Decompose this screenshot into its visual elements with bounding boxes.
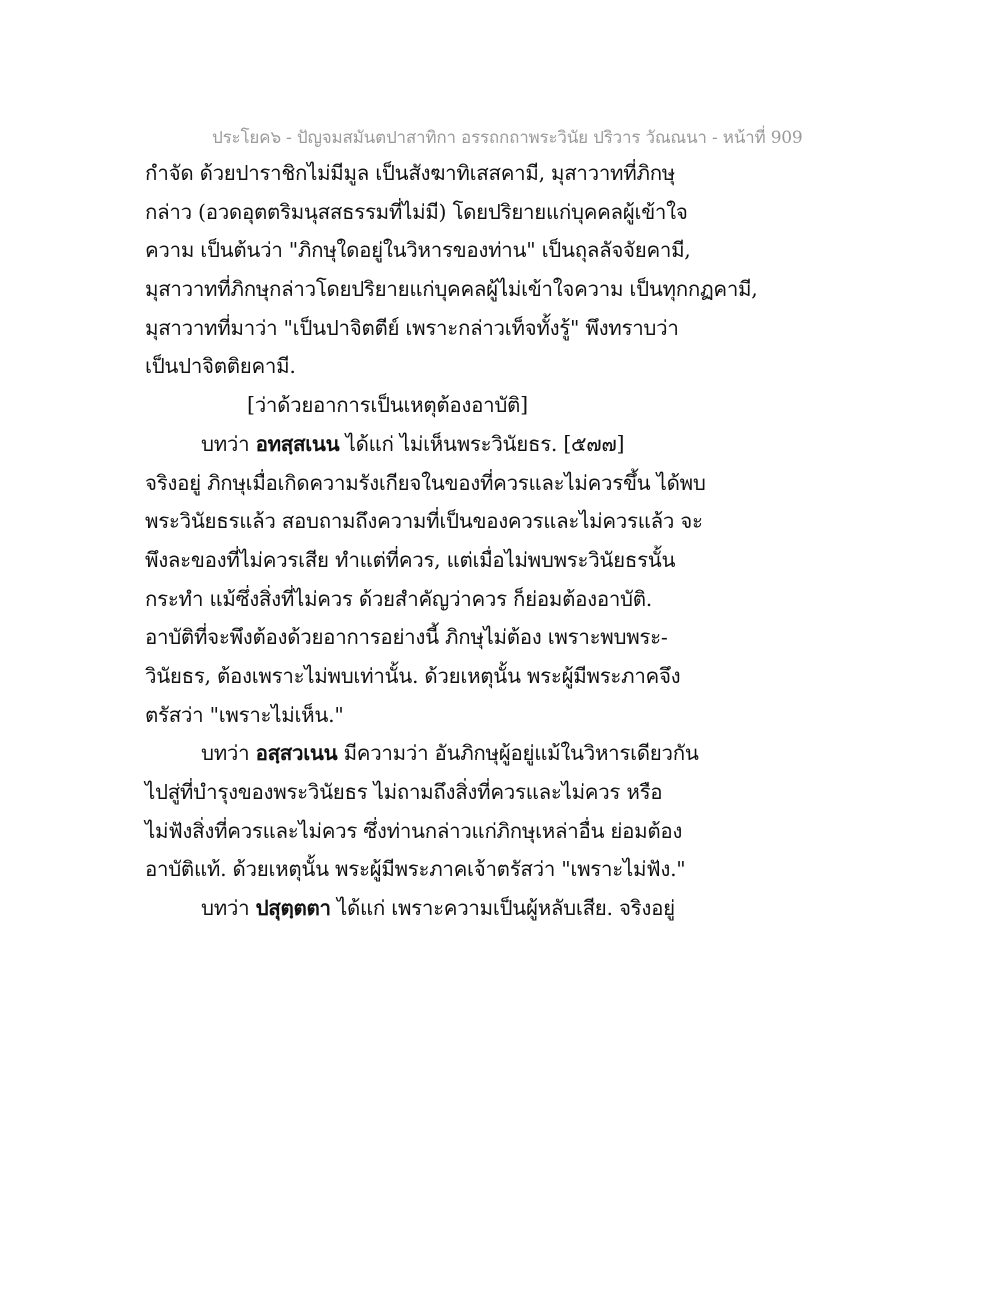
text-line: มุสาวาทที่มาว่า "เป็นปาจิตตีย์ เพราะกล่าวเท็จทั้งรู้" พึงทราบว่า: [145, 315, 679, 340]
text-line: อาบัติแท้. ด้วยเหตุนั้น พระผู้มีพระภาคเจ้าตรัสว่า "เพราะไม่ฟัง.": [145, 857, 686, 882]
text-line: ไม่ฟังสิ่งที่ควรและไม่ควร ซึ่งท่านกล่าวแก่ภิกษุเหล่าอื่น ย่อมต้อง: [145, 818, 683, 843]
pali-term: อสฺสวเนน: [255, 741, 338, 766]
pali-term: อทสฺสเนน: [255, 431, 340, 456]
text-line: พึงละของที่ไม่ควรเสีย ทำแต่ที่ควร, แต่เมื่อไม่พบพระวินัยธรนั้น: [145, 547, 676, 572]
body-text: [145, 154, 765, 928]
line-rest: มีความว่า อันภิกษุผู้อยู่แม้ในวิหารเดียวกัน: [337, 741, 699, 766]
text-line: กล่าว (อวดอุตตริมนุสสธรรมที่ไม่มี) โดยปริยายแก่บุคคลผู้เข้าใจ: [145, 199, 688, 224]
pali-term: ปสุตฺตตา: [255, 896, 331, 921]
text-line: จริงอยู่ ภิกษุเมื่อเกิดความรังเกียจในของที่ควรและไม่ควรขึ้น ได้พบ: [145, 470, 706, 495]
paragraph-first-line: [145, 425, 765, 464]
text-line: เป็นปาจิตติยคามี.: [145, 354, 296, 379]
line-rest: ได้แก่ เพราะความเป็นผู้หลับเสีย. จริงอยู่: [330, 896, 675, 921]
text-line: กระทำ แม้ซึ่งสิ่งที่ไม่ควร ด้วยสำคัญว่าควร ก็ย่อมต้องอาบัติ.: [145, 586, 652, 611]
text-line: อาบัติที่จะพึงต้องด้วยอาการอย่างนี้ ภิกษุไม่ต้อง เพราะพบพระ-: [145, 625, 668, 650]
lead-text: บทว่า: [201, 741, 256, 766]
text-line: ไปสู่ที่บำรุงของพระวินัยธร ไม่ถามถึงสิ่งที่ควรและไม่ควร หรือ: [145, 780, 663, 804]
section-heading: [ว่าด้วยอาการเป็นเหตุต้องอาบัติ]: [247, 393, 528, 418]
paragraph-first-line: [145, 889, 765, 928]
text-line: พระวินัยธรแล้ว สอบถามถึงความที่เป็นของควรและไม่ควรแล้ว จะ: [145, 509, 703, 534]
text-line: วินัยธร, ต้องเพราะไม่พบเท่านั้น. ด้วยเหตุนั้น พระผู้มีพระภาคจึง: [145, 663, 681, 688]
lead-text: บทว่า: [201, 896, 256, 921]
line-rest: ได้แก่ ไม่เห็นพระวินัยธร. [๕๗๗]: [339, 431, 625, 456]
text-line: มุสาวาทที่ภิกษุกล่าวโดยปริยายแก่บุคคลผู้ไม่เข้าใจความ เป็นทุกกฏคามี,: [145, 277, 758, 302]
text-line: กำจัด ด้วยปาราชิกไม่มีมูล เป็นสังฆาทิเสสคามี, มุสาวาทที่ภิกษุ: [145, 161, 676, 185]
text-line: ตรัสว่า "เพราะไม่เห็น.": [145, 702, 344, 727]
lead-text: บทว่า: [201, 431, 256, 456]
paragraph-first-line: [145, 734, 765, 773]
text-line: ความ เป็นต้นว่า "ภิกษุใดอยู่ในวิหารของท่าน" เป็นถุลลัจจัยคามี,: [145, 238, 691, 263]
page-header: ประโยค๖ - ปัญจมสมันตปาสาทิกา อรรถกถาพระวินัย ปริวาร วัณณนา - หน้าที่ 909: [212, 128, 803, 148]
